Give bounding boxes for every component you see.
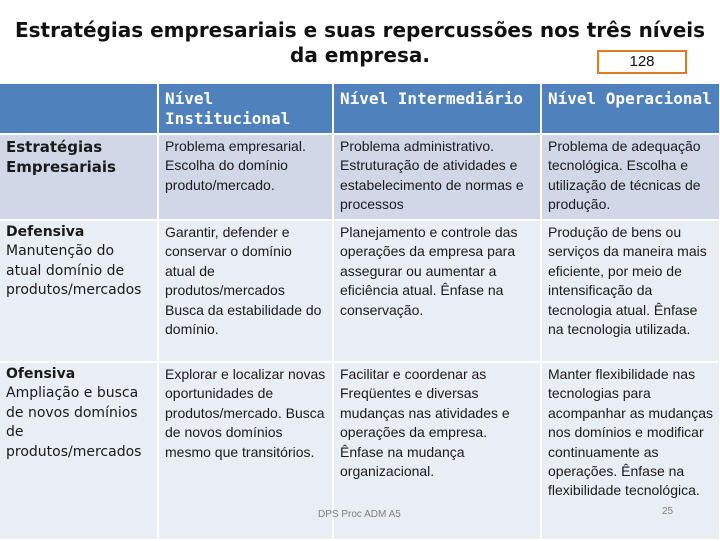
table-cell: Produção de bens ou serviços da maneira mais eficiente, por meio de intensificação da tecnologia atual. Ênfase na tecnologia utilizada.: [541, 220, 720, 362]
table-row: [0, 220, 720, 362]
row-subtitle: Ampliação e busca de novos domínios de produtos/mercados: [6, 385, 142, 460]
row-header-ofensiva: [0, 362, 158, 540]
row-title: Defensiva: [6, 224, 85, 240]
table-cell: Explorar e localizar novas oportunidades de produtos/mercado. Busca de novos domínios mesmo que transitórios.: [158, 362, 333, 540]
slide-number: 25: [662, 506, 674, 517]
row-header-estrategias: [0, 134, 158, 220]
row-title: Ofensiva: [6, 366, 76, 382]
slide-footer: DPS Proc ADM A5: [318, 509, 401, 520]
table-cell: Garantir, defender e conservar o domínio atual de produtos/mercados Busca da estabilidade do domínio.: [158, 220, 333, 362]
table-header-row: [0, 84, 720, 134]
header-cell-institucional: Nível Institucional: [158, 84, 333, 134]
page-number-box: 128: [597, 50, 687, 74]
slide-title: Estratégias empresariais e suas repercussões nos três níveis da empresa.: [14, 18, 706, 67]
row-title: Estratégias Empresariais: [6, 138, 116, 176]
table-row: [0, 134, 720, 220]
table-cell: Planejamento e controle das operações da empresa para assegurar ou aumentar a eficiência atual. Ênfase na conservação.: [333, 220, 541, 362]
header-cell-empty: [0, 84, 158, 134]
strategy-table: [0, 84, 720, 541]
table-cell: Facilitar e coordenar as Freqüentes e diversas mudanças nas atividades e operações da empresa. Ênfase na mudança organizacional.: [333, 362, 541, 540]
table-cell: Problema administrativo. Estruturação de atividades e estabelecimento de normas e processos: [333, 134, 541, 220]
header-cell-operacional: Nível Operacional: [541, 84, 720, 134]
table-cell: Problema de adequação tecnológica. Escolha e utilização de técnicas de produção.: [541, 134, 720, 220]
table-cell: Problema empresarial. Escolha do domínio produto/mercado.: [158, 134, 333, 220]
row-subtitle: Manutenção do atual domínio de produtos/mercados: [6, 243, 142, 299]
row-header-defensiva: [0, 220, 158, 362]
header-cell-intermediario: Nível Intermediário: [333, 84, 541, 134]
table-cell: Manter flexibilidade nas tecnologias para acompanhar as mudanças nos domínios e modificar continuamente as operações. Ênfase na flexibilidade tecnológica.: [541, 362, 720, 540]
